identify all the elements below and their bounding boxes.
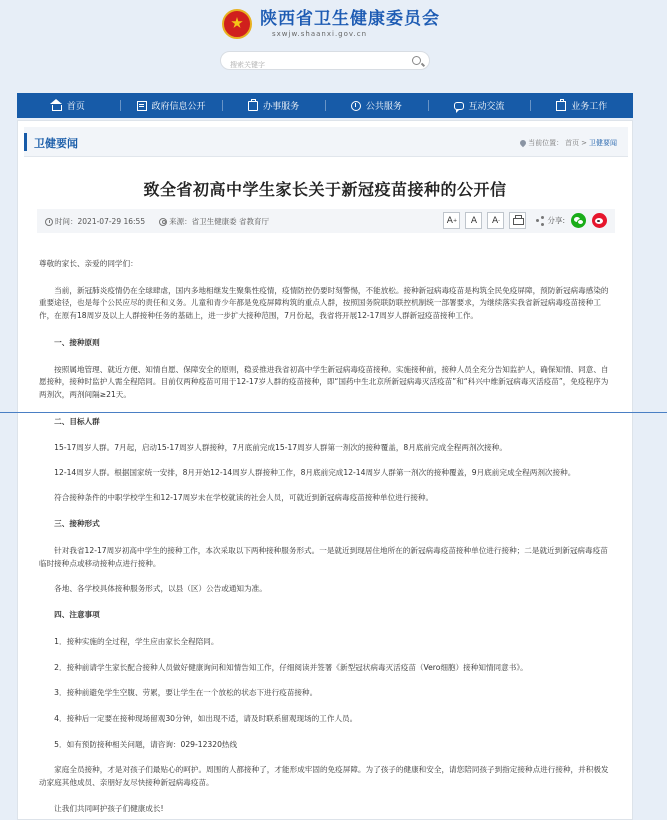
font-small-button[interactable]: A - bbox=[487, 212, 504, 229]
search-input[interactable] bbox=[221, 57, 401, 74]
article-paragraph: 5．如有预防接种相关问题，请咨询：029-12320热线 bbox=[39, 739, 238, 749]
document-icon bbox=[137, 101, 147, 111]
national-emblem-icon bbox=[222, 9, 252, 39]
breadcrumb-prefix: 当前位置： bbox=[528, 139, 564, 147]
site-title-block bbox=[260, 9, 440, 39]
nav-item-label: 首页 bbox=[66, 102, 85, 112]
briefcase-icon bbox=[248, 101, 258, 111]
nav-item-label: 互动交流 bbox=[468, 102, 505, 112]
article-meta-bar bbox=[37, 209, 615, 233]
clock-icon bbox=[45, 218, 53, 226]
breadcrumb bbox=[519, 138, 618, 148]
site-title: 陕西省卫生健康委员会 bbox=[260, 9, 440, 29]
search-icon[interactable] bbox=[412, 56, 421, 65]
article-paragraph: 针对我省12-17周岁初高中学生的接种工作，本次采取以下两种接种服务形式。一是就近到现居住地所在的新冠病毒疫苗接种单位进行接种；二是就近到新冠病毒疫苗临时接种点或移动接种点进行接种。 bbox=[39, 546, 608, 568]
site-logo[interactable] bbox=[222, 4, 440, 44]
nav-item-label: 业务工作 bbox=[571, 102, 608, 112]
nav-item-label: 办事服务 bbox=[263, 102, 300, 112]
nav-item-gov-info[interactable] bbox=[120, 93, 223, 118]
nav-item-public[interactable] bbox=[325, 93, 428, 118]
article-paragraph: 2．接种前请学生家长配合接种人员做好健康询问和知情告知工作，仔细阅读并签署《新型冠状病毒灭活疫苗（Vero细胞）接种知情同意书》。 bbox=[39, 662, 528, 672]
share-icon bbox=[536, 217, 544, 225]
article-paragraph: 当前，新冠肺炎疫情仍在全球肆虐，国内多地相继发生聚集性疫情，疫情防控仍要时刻警惕，不能放松。接种新冠病毒疫苗是构筑全民免疫屏障，预防新冠病毒感染的重要途径，也是每个公民应尽的责任和义务。儿童和青少年都是免疫屏障构筑的重点人群，按照国务院联防联控机制统一部署要求，为继续落实我省新冠病毒疫苗接种工作，在原有18周岁及以上人群接种任务的基础上，进一步扩大接种范围，7月份起，我省将开展12-17周岁人群新冠疫苗接种工作。 bbox=[39, 285, 609, 321]
font-large-label: A bbox=[446, 215, 453, 226]
page-divider bbox=[0, 412, 667, 413]
article-meta bbox=[45, 216, 269, 227]
font-medium-button[interactable]: A bbox=[465, 212, 482, 229]
source-label: 来源： bbox=[169, 217, 192, 226]
font-large-button[interactable]: A + bbox=[443, 212, 460, 229]
breadcrumb-current[interactable]: 卫健要闻 bbox=[589, 139, 617, 147]
article-paragraph: 4．接种后一定要在接种现场留观30分钟，如出现不适，请及时联系留观现场的工作人员。 bbox=[39, 714, 358, 724]
chat-icon bbox=[454, 102, 464, 110]
section-heading: 一、接种原则 bbox=[39, 337, 100, 347]
site-domain: sxwjw.shaanxi.gov.cn bbox=[272, 30, 368, 38]
search-box bbox=[220, 51, 430, 70]
article-paragraph: 3．接种前避免学生空腹、劳累，要让学生在一个放松的状态下进行疫苗接种。 bbox=[39, 688, 318, 698]
nav-item-label: 政府信息公开 bbox=[151, 102, 206, 112]
nav-item-label: 公共服务 bbox=[365, 102, 402, 112]
article-paragraph: 15-17周岁人群。7月起，启动15-17周岁人群接种，7月底前完成15-17周岁人群第一剂次的接种覆盖，8月底前完成全程两剂次接种。 bbox=[39, 443, 507, 453]
weibo-share-icon[interactable] bbox=[592, 213, 607, 228]
section-heading: 二、目标人群 bbox=[39, 416, 100, 426]
main-nav bbox=[17, 93, 633, 118]
time-label: 时间： bbox=[55, 217, 78, 226]
section-heading: 三、接种形式 bbox=[39, 519, 100, 529]
public-icon bbox=[351, 101, 361, 111]
article-paragraph: 符合接种条件的中职学校学生和12-17周岁未在学校就读的社会人员，可就近到新冠病毒疫苗接种单位进行接种。 bbox=[39, 492, 434, 502]
section-heading: 四、注意事项 bbox=[39, 610, 100, 620]
share-label: 分享: bbox=[547, 216, 565, 225]
nav-item-services[interactable] bbox=[222, 93, 325, 118]
site-header bbox=[0, 0, 667, 92]
article-title: 致全省初高中学生家长关于新冠疫苗接种的公开信 bbox=[143, 180, 507, 199]
article-paragraph: 家庭全员接种，才是对孩子们最贴心的呵护。周围的人都接种了，才能形成牢固的免疫屏障。为了孩子的健康和安全，请您陪同孩子到指定接种点进行接种，并积极发动家庭其他成员、亲朋好友尽快接种新冠病毒疫苗。 bbox=[39, 765, 609, 788]
wechat-share-icon[interactable] bbox=[571, 213, 586, 228]
article-source: 省卫生健康委 省教育厅 bbox=[191, 217, 269, 226]
publish-time: 2021-07-29 16:55 bbox=[77, 217, 146, 226]
article-paragraph: 1．接种实施的全过程，学生应由家长全程陪同。 bbox=[39, 636, 219, 646]
work-icon bbox=[556, 101, 566, 111]
breadcrumb-home[interactable]: 首页 bbox=[565, 139, 580, 147]
article-paragraph: 按照属地管理、就近方便、知情自愿、保障安全的原则，稳妥推进我省初高中学生新冠病毒疫苗接种。实施接种前，接种人员全充分告知监护人，确保知情、同意、自愿接种，接种时监护人需全程陪同。目前仅两种疫苗可用于12-17岁人群的疫苗接种，即“国药中生北京所新冠病毒灭活疫苗”和“科兴中维新冠病毒灭活疫苗”，免疫程序为两剂次，两剂间隔≥21天。 bbox=[39, 364, 609, 399]
location-icon bbox=[519, 139, 527, 147]
nav-item-home[interactable] bbox=[17, 93, 120, 118]
article-body bbox=[39, 258, 613, 816]
nav-item-business[interactable] bbox=[530, 93, 633, 118]
section-bar bbox=[24, 127, 628, 157]
article-paragraph: 让我们共同呵护孩子们健康成长! bbox=[39, 803, 164, 813]
nav-item-interaction[interactable] bbox=[428, 93, 531, 118]
section-title: 卫健要闻 bbox=[34, 137, 78, 150]
breadcrumb-separator: > bbox=[581, 139, 587, 147]
source-icon bbox=[159, 218, 167, 226]
article-paragraph: 各地、各学校具体接种服务形式，以县（区）公告或通知为准。 bbox=[39, 583, 267, 593]
article-paragraph: 12-14周岁人群。根据国家统一安排，8月开始12-14周岁人群接种工作，8月底前完成12-14周岁人群第一剂次的接种覆盖，9月底前完成全程两剂次接种。 bbox=[39, 468, 576, 478]
article-paragraph: 尊敬的家长、亲爱的同学们： bbox=[39, 259, 138, 268]
section-accent bbox=[24, 133, 27, 151]
print-button[interactable] bbox=[509, 212, 526, 229]
font-small-label: A bbox=[491, 215, 499, 226]
article-tools bbox=[438, 212, 607, 229]
home-icon bbox=[52, 105, 62, 111]
